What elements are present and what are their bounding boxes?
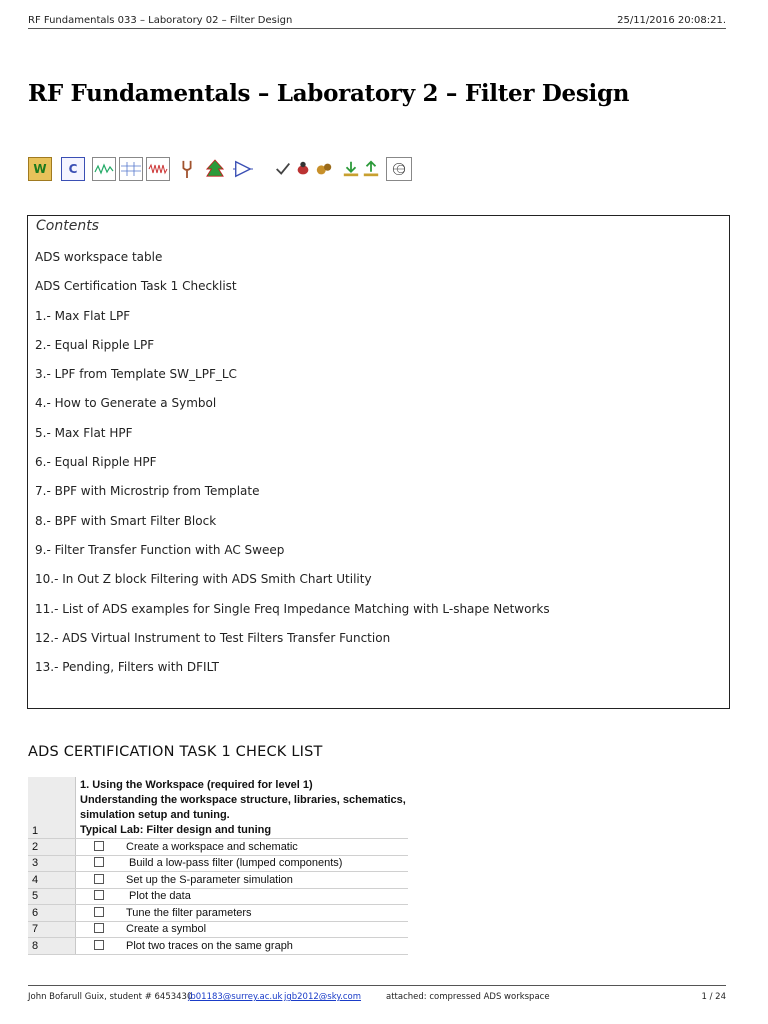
table-row	[28, 888, 408, 905]
cell-view-icon[interactable]	[61, 157, 85, 181]
contents-link[interactable]: 7.- BPF with Microstrip from Template	[35, 484, 260, 499]
checkbox[interactable]	[94, 890, 104, 900]
c-icon-letter: C	[68, 162, 78, 176]
contents-link[interactable]: 4.- How to Generate a Symbol	[35, 396, 217, 411]
table-row	[28, 777, 408, 839]
checklist-section-title: ADS CERTIFICATION TASK 1 CHECK LIST	[28, 744, 323, 760]
checklist-item-label: Plot the data	[126, 890, 191, 903]
contents-link[interactable]: 11.- List of ADS examples for Single Freq Impedance Matching with L-shape Networks	[35, 601, 550, 616]
checklist-heading	[76, 777, 409, 839]
row-number: 2	[28, 839, 76, 856]
contents-link[interactable]: ADS workspace table	[35, 250, 163, 264]
page-footer	[28, 985, 726, 1006]
contents-link[interactable]: 3.- LPF from Template SW_LPF_LC	[35, 367, 237, 382]
checkbox[interactable]	[94, 907, 104, 917]
amplifier-triangle-icon[interactable]	[231, 157, 255, 181]
checklist-item-label: Tune the filter parameters	[126, 906, 252, 919]
row-number: 7	[28, 921, 76, 938]
checklist-heading-line: Typical Lab: Filter design and tuning	[80, 824, 272, 836]
contents-link[interactable]: 5.- Max Flat HPF	[35, 425, 133, 440]
row-number: 1	[28, 777, 76, 839]
footer-author: John Bofarull Guix, student # 6453430	[28, 992, 193, 1002]
checklist-item-label: Create a symbol	[126, 923, 207, 936]
header-document-title: RF Fundamentals 033 – Laboratory 02 – Filter Design	[28, 15, 293, 26]
schematic-graph-icon[interactable]	[92, 157, 116, 181]
contents-list	[35, 250, 550, 689]
table-row	[28, 855, 408, 872]
checklist-heading-line: 1. Using the Workspace (required for level 1)	[80, 779, 313, 791]
smith-chart-icon[interactable]	[386, 157, 412, 181]
row-number: 5	[28, 888, 76, 905]
checklist-item-label: Build a low-pass filter (lumped components)	[126, 857, 343, 870]
checklist-table	[28, 777, 408, 955]
checklist-item-label: Create a workspace and schematic	[126, 840, 298, 853]
gears-icon[interactable]	[312, 157, 336, 181]
checklist-heading-line: simulation setup and tuning.	[80, 809, 230, 821]
workspace-folder-icon[interactable]	[28, 157, 52, 181]
contents-link[interactable]: 1.- Max Flat LPF	[35, 308, 131, 323]
contents-link[interactable]: 2.- Equal Ripple LPF	[35, 337, 155, 352]
checklist-item-label: Plot two traces on the same graph	[126, 939, 293, 952]
page-title: RF Fundamentals – Laboratory 2 – Filter Design	[28, 80, 630, 107]
contents-link[interactable]: 13.- Pending, Filters with DFILT	[35, 660, 219, 675]
contents-link[interactable]: 12.- ADS Virtual Instrument to Test Filters Transfer Function	[35, 630, 391, 645]
row-number: 8	[28, 938, 76, 955]
page-header	[28, 14, 726, 29]
contents-link[interactable]: 9.- Filter Transfer Function with AC Sweep	[35, 542, 285, 557]
layout-grid-icon[interactable]	[119, 157, 143, 181]
data-display-icon[interactable]	[146, 157, 170, 181]
table-row	[28, 921, 408, 938]
workspace-icon-letter: W	[33, 162, 47, 176]
row-number: 6	[28, 905, 76, 922]
checkbox[interactable]	[94, 923, 104, 933]
footer-email-sky-link[interactable]: jgb2012@sky.com	[284, 992, 362, 1002]
table-row	[28, 839, 408, 856]
table-of-contents	[27, 215, 730, 709]
contents-link[interactable]: 8.- BPF with Smart Filter Block	[35, 513, 217, 528]
checkbox[interactable]	[94, 841, 104, 851]
table-row	[28, 938, 408, 955]
contents-link[interactable]: 6.- Equal Ripple HPF	[35, 455, 157, 470]
contents-heading: Contents	[36, 218, 99, 234]
table-row	[28, 872, 408, 889]
header-timestamp: 25/11/2016 20:08:21.	[617, 15, 726, 26]
row-number: 4	[28, 872, 76, 889]
checkbox[interactable]	[94, 874, 104, 884]
contents-link[interactable]: 10.- In Out Z block Filtering with ADS Smith Chart Utility	[35, 572, 372, 587]
table-row	[28, 905, 408, 922]
upload-arrow-icon[interactable]	[359, 157, 383, 181]
tree-up-arrow-icon[interactable]	[203, 157, 227, 181]
footer-attached-note: attached: compressed ADS workspace	[386, 992, 550, 1002]
checklist-heading-line: Understanding the workspace structure, libraries, schematics,	[80, 794, 406, 806]
tuning-fork-icon[interactable]	[175, 157, 199, 181]
contents-link[interactable]: ADS Certification Task 1 Checklist	[35, 279, 237, 294]
footer-page-number: 1 / 24	[701, 992, 726, 1002]
row-number: 3	[28, 855, 76, 872]
checklist-item-label: Set up the S-parameter simulation	[126, 873, 293, 886]
footer-email-surrey-link[interactable]: jb01183@surrey.ac.uk	[188, 992, 283, 1002]
checkbox[interactable]	[94, 940, 104, 950]
checkbox[interactable]	[94, 857, 104, 867]
